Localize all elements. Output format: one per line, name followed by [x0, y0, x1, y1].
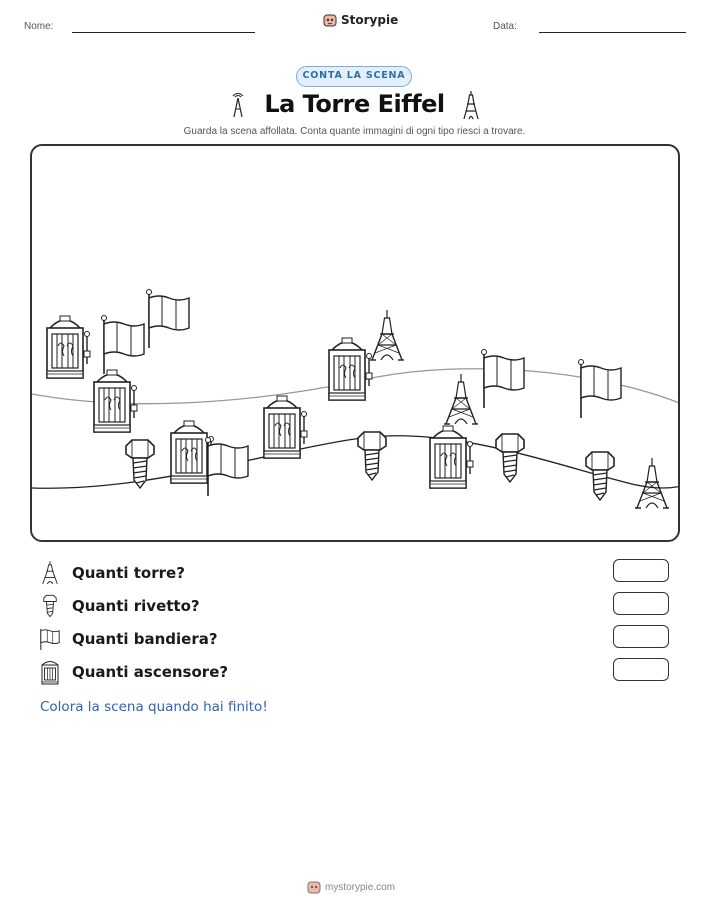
eiffel-tower-icon — [38, 560, 62, 586]
question-row-elevator — [38, 659, 228, 685]
instructions: Guarda la scena affollata. Conta quante immagini di ogni tipo riesci a trovare. — [183, 126, 526, 137]
question-label: Quanti bandiera? — [72, 630, 218, 648]
brand-name: Storypie — [341, 13, 399, 27]
elevator-icon — [38, 659, 62, 685]
name-field[interactable] — [72, 32, 255, 33]
answer-box-tower[interactable] — [613, 559, 669, 582]
question-label: Quanti ascensore? — [72, 663, 229, 681]
footer — [307, 880, 395, 894]
storypie-mascot-icon — [307, 880, 321, 894]
date-label: Data: — [493, 21, 517, 32]
storypie-mascot-icon — [323, 13, 337, 27]
crowded-scene — [30, 144, 680, 542]
answer-box-elevator[interactable] — [613, 658, 669, 681]
coloring-instruction: Colora la scena quando hai finito! — [40, 699, 268, 715]
question-label: Quanti torre? — [72, 564, 185, 582]
eiffel-tower-title-icon — [460, 90, 482, 120]
name-label: Nome: — [24, 21, 54, 32]
activity-badge: CONTA LA SCENA — [296, 66, 412, 87]
question-row-tower — [38, 560, 185, 586]
flag-icon — [38, 626, 62, 652]
date-field[interactable] — [539, 32, 686, 33]
question-row-rivet — [38, 593, 200, 619]
footer-url: mystorypie.com — [325, 881, 396, 893]
scene-illustration — [32, 146, 680, 542]
answer-box-rivet[interactable] — [613, 592, 669, 615]
page-title: La Torre Eiffel — [264, 90, 445, 118]
rivet-icon — [38, 593, 62, 619]
answer-box-flag[interactable] — [613, 625, 669, 648]
question-label: Quanti rivetto? — [72, 597, 200, 615]
brand-logo — [323, 13, 398, 27]
question-row-flag — [38, 626, 218, 652]
